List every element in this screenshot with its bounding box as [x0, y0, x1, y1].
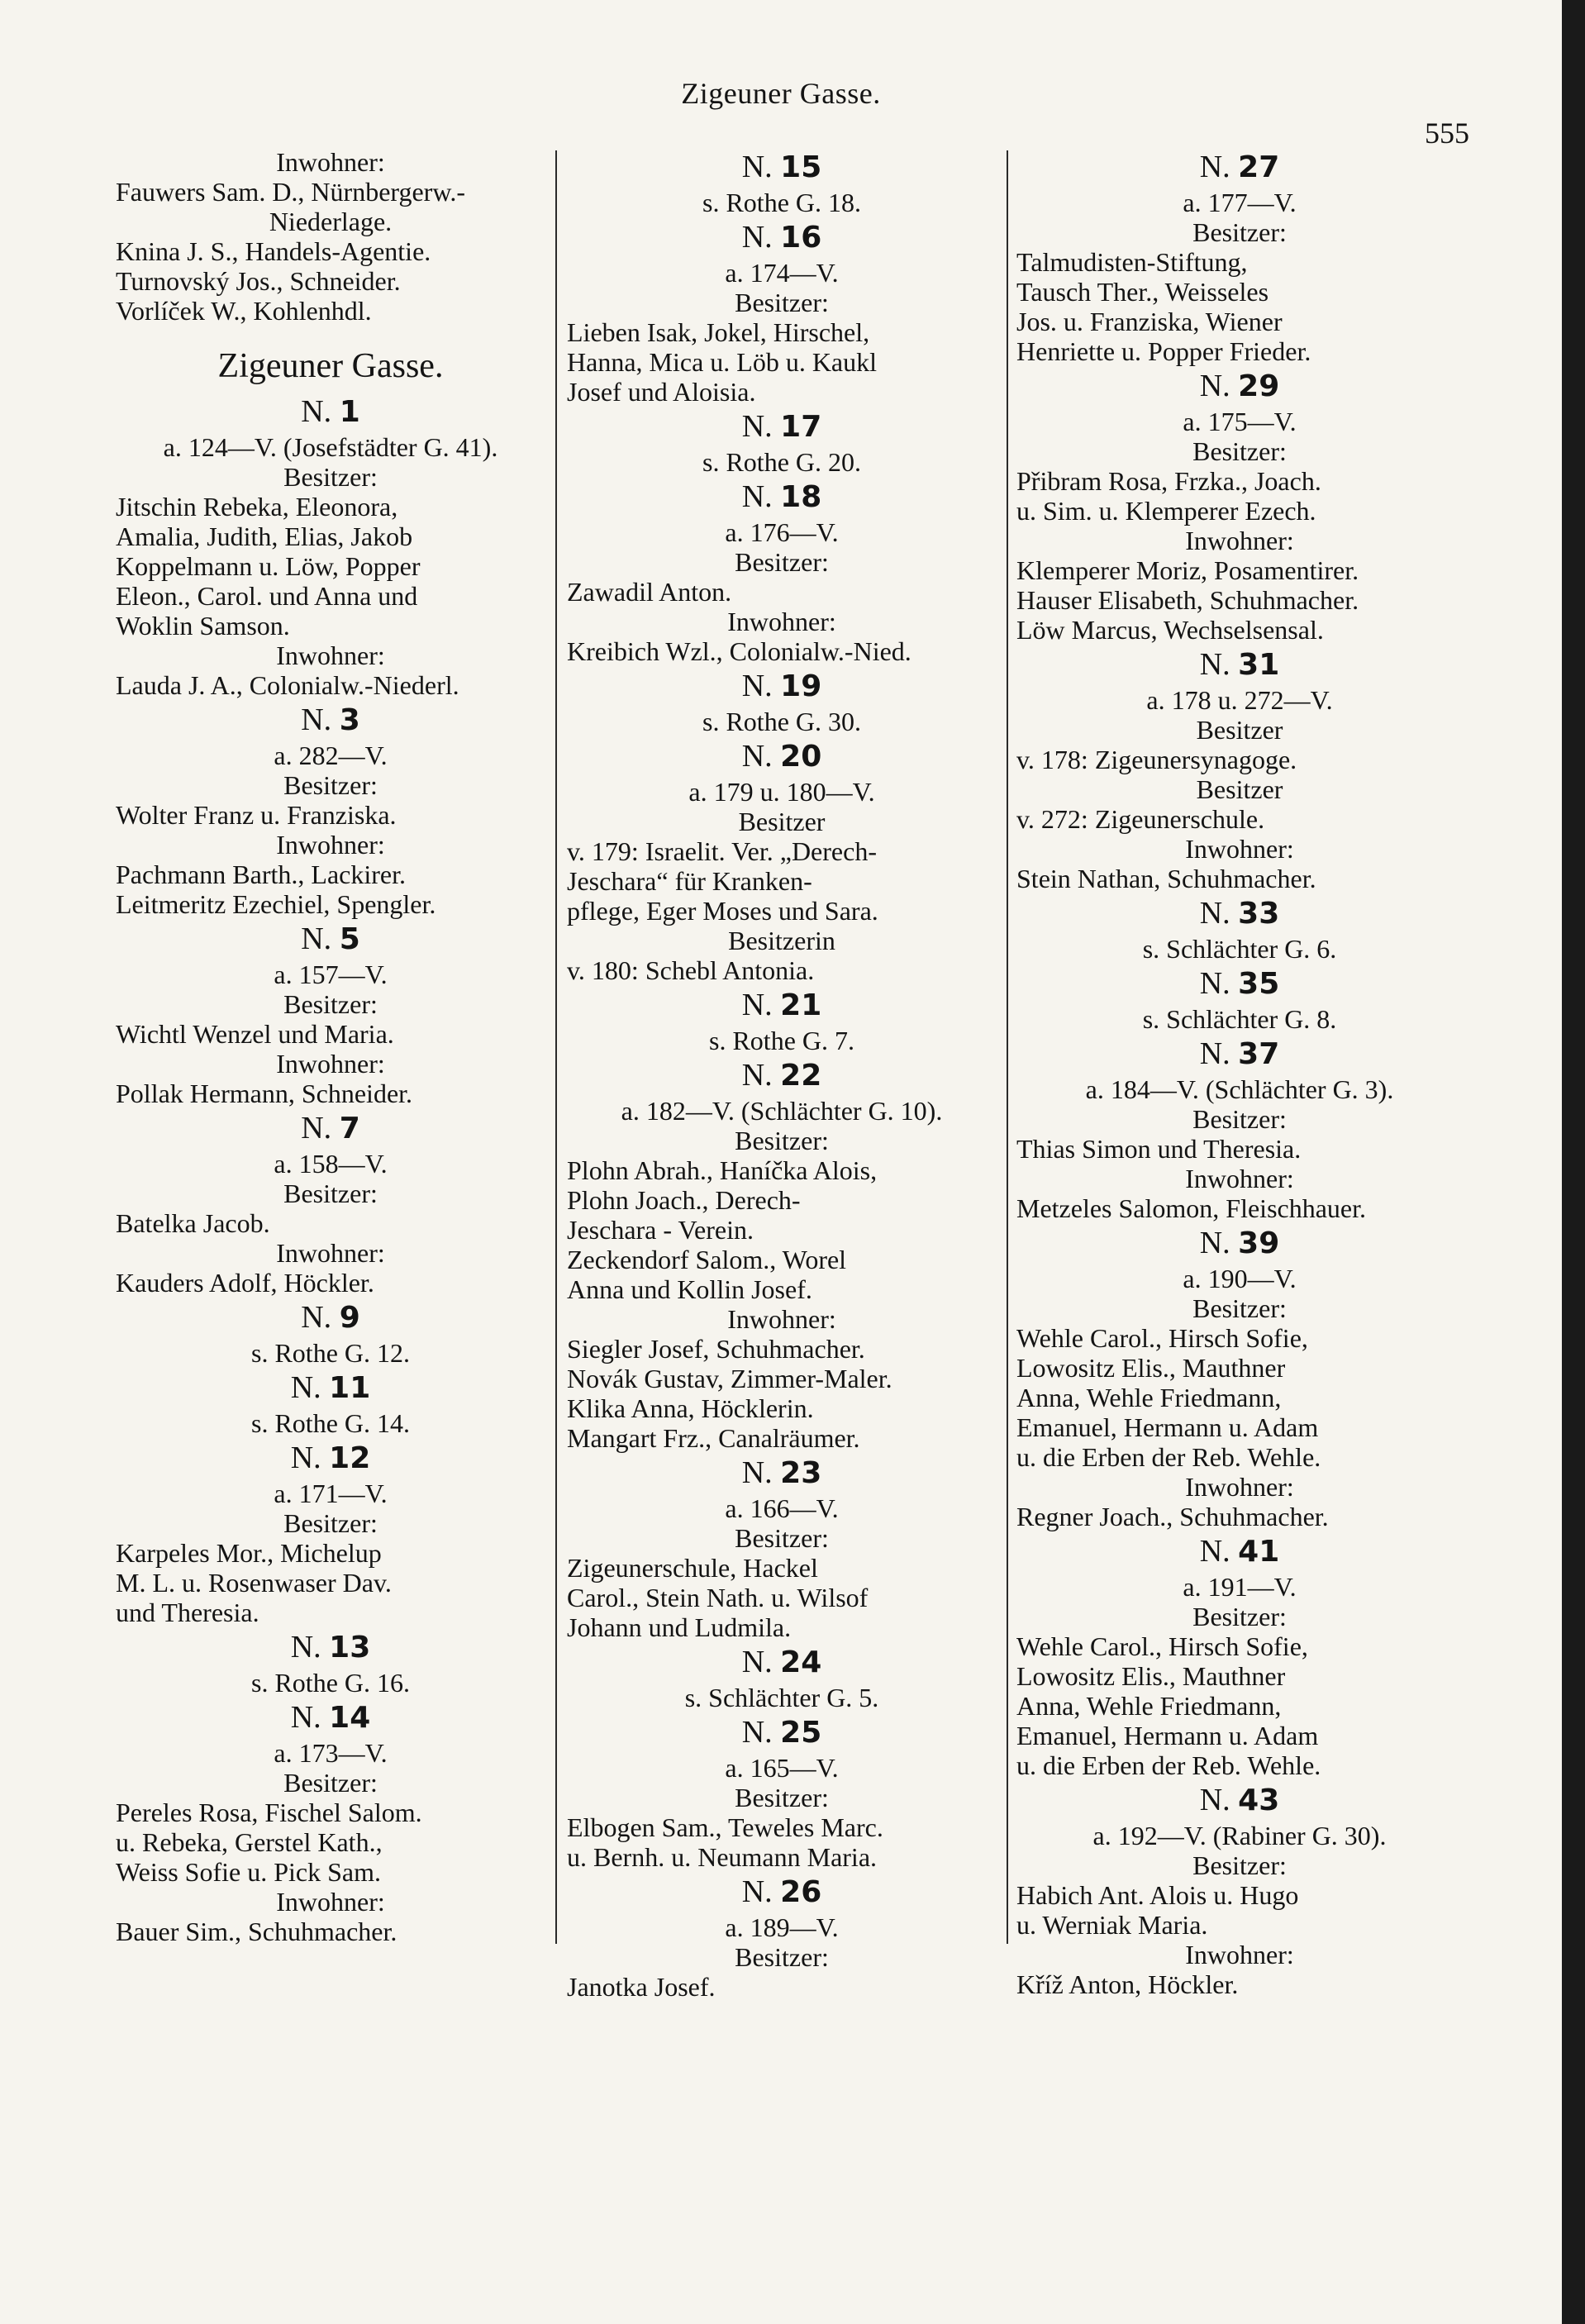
house-number: N. 20 — [741, 739, 822, 774]
entry-label: Besitzer: — [735, 1942, 829, 1972]
house-number: N. 35 — [1199, 966, 1280, 1001]
entry-text: Pachmann Barth., Lackirer. — [116, 860, 406, 889]
entry-label: Besitzer — [1196, 715, 1283, 745]
entry-label: s. Rothe G. 18. — [702, 188, 861, 217]
entry-label: Inwohner: — [276, 1049, 385, 1079]
entry-label: Besitzer: — [735, 1126, 829, 1155]
entry-label: Besitzer: — [283, 462, 378, 492]
entry-label: a. 124—V. (Josefstädter G. 41). — [163, 432, 498, 462]
entry-text: Bauer Sim., Schuhmacher. — [116, 1917, 397, 1946]
entry-text: v. 272: Zigeunerschule. — [1016, 804, 1265, 834]
column-rule-right — [1007, 150, 1008, 1944]
entry-label: a. 190—V. — [1183, 1264, 1297, 1293]
entry-label: Besitzer: — [735, 1523, 829, 1553]
entry-label: a. 177—V. — [1183, 188, 1297, 217]
entry-text: Pollak Hermann, Schneider. — [116, 1079, 413, 1108]
entry-label: s. Rothe G. 7. — [709, 1026, 854, 1055]
entry-text: Siegler Josef, Schuhmacher. — [567, 1334, 865, 1364]
entry-label: Inwohner: — [276, 1887, 385, 1917]
entry-text: Janotka Josef. — [567, 1972, 716, 2002]
entry-label: Besitzer: — [1192, 217, 1287, 247]
entry-text: Plohn Abrah., Haníčka Alois, — [567, 1155, 878, 1185]
entry-label: Inwohner: — [276, 1238, 385, 1268]
entry-label: a. 171—V. — [274, 1479, 388, 1508]
entry-text: Jeschara - Verein. — [567, 1215, 754, 1245]
entry-text: Wichtl Wenzel und Maria. — [116, 1019, 394, 1049]
entry-label: s. Rothe G. 20. — [702, 447, 861, 477]
entry-text: v. 180: Schebl Antonia. — [567, 955, 815, 985]
entry-text: Karpeles Mor., Michelup — [116, 1538, 382, 1568]
entry-label: Besitzer: — [283, 1508, 378, 1538]
column-rule-left — [555, 150, 557, 1944]
house-number: N. 26 — [741, 1874, 822, 1909]
entry-text: und Theresia. — [116, 1598, 259, 1627]
entry-label: Besitzer: — [283, 770, 378, 800]
entry-text: Lieben Isak, Jokel, Hirschel, — [567, 317, 870, 347]
entry-text: Vorlíček W., Kohlenhdl. — [116, 296, 372, 326]
entry-label: a. 157—V. — [274, 960, 388, 989]
entry-text: Josef und Aloisia. — [567, 377, 756, 407]
entry-text: v. 178: Zigeunersynagoge. — [1016, 745, 1297, 774]
entry-label: Besitzer: — [1192, 436, 1287, 466]
entry-text: u. die Erben der Reb. Wehle. — [1016, 1442, 1321, 1472]
entry-label: Inwohner: — [1185, 1940, 1294, 1969]
house-number: N. 27 — [1199, 150, 1280, 184]
entry-text: Elbogen Sam., Teweles Marc. — [567, 1812, 883, 1842]
entry-text: Johann und Ludmila. — [567, 1612, 792, 1642]
house-number: N. 29 — [1199, 369, 1280, 403]
house-number: N. 5 — [301, 922, 360, 956]
entry-label: a. 282—V. — [274, 741, 388, 770]
entry-label: Besitzer: — [283, 1768, 378, 1798]
entry-text: Lowositz Elis., Mauthner — [1016, 1353, 1286, 1383]
entry-label: a. 173—V. — [274, 1738, 388, 1768]
entry-text: Pereles Rosa, Fischel Salom. — [116, 1798, 422, 1827]
entry-text: Regner Joach., Schuhmacher. — [1016, 1502, 1329, 1531]
page-number: 555 — [1425, 117, 1469, 150]
entry-label: Besitzer: — [1192, 1293, 1287, 1323]
street-heading: Zigeuner Gasse. — [217, 347, 444, 385]
entry-text: Zawadil Anton. — [567, 577, 732, 607]
entry-label: a. 178 u. 272—V. — [1146, 685, 1333, 715]
entry-label: Besitzer: — [735, 1783, 829, 1812]
entry-label: a. 179 u. 180—V. — [688, 777, 875, 807]
entry-text: Hauser Elisabeth, Schuhmacher. — [1016, 585, 1359, 615]
entry-label: a. 175—V. — [1183, 407, 1297, 436]
entry-label: Besitzer: — [1192, 1104, 1287, 1134]
house-number: N. 37 — [1199, 1036, 1280, 1071]
entry-text: Löw Marcus, Wechselsensal. — [1016, 615, 1324, 645]
house-number: N. 15 — [741, 150, 822, 184]
entry-text: Emanuel, Hermann u. Adam — [1016, 1721, 1319, 1750]
entry-label: Inwohner: — [727, 607, 836, 636]
entry-label: Inwohner: — [1185, 526, 1294, 555]
entry-text: Novák Gustav, Zimmer-Maler. — [567, 1364, 892, 1393]
entry-text: Lauda J. A., Colonialw.-Niederl. — [116, 670, 459, 700]
entry-text: Amalia, Judith, Elias, Jakob — [116, 521, 413, 551]
entry-label: a. 166—V. — [725, 1493, 839, 1523]
entry-text: Hanna, Mica u. Löb u. Kaukl — [567, 347, 878, 377]
house-number: N. 13 — [290, 1630, 371, 1664]
entry-text: Wolter Franz u. Franziska. — [116, 800, 397, 830]
entry-text: Wehle Carol., Hirsch Sofie, — [1016, 1323, 1308, 1353]
column-2 — [567, 147, 997, 2002]
entry-label: s. Schlächter G. 5. — [684, 1683, 879, 1712]
entry-label: s. Rothe G. 14. — [251, 1408, 410, 1438]
entry-text: Knina J. S., Handels-Agentie. — [116, 236, 431, 266]
entry-label: Inwohner: — [1185, 834, 1294, 864]
entry-label: Besitzer: — [283, 1179, 378, 1208]
entry-text: Emanuel, Hermann u. Adam — [1016, 1412, 1319, 1442]
house-number: N. 7 — [301, 1111, 360, 1145]
running-head: Zigeuner Gasse. — [681, 77, 881, 110]
house-number: N. 41 — [1199, 1534, 1280, 1569]
entry-text: pflege, Eger Moses und Sara. — [567, 896, 878, 926]
house-number: N. 23 — [741, 1455, 822, 1490]
entry-text: Kauders Adolf, Höckler. — [116, 1268, 374, 1298]
entry-label: Niederlage. — [269, 207, 393, 236]
entry-text: u. Bernh. u. Neumann Maria. — [567, 1842, 878, 1872]
entry-label: a. 174—V. — [725, 258, 839, 288]
entry-label: a. 182—V. (Schlächter G. 10). — [621, 1096, 943, 1126]
entry-text: u. Sim. u. Klemperer Ezech. — [1016, 496, 1316, 526]
house-number: N. 25 — [741, 1715, 822, 1750]
entry-text: Talmudisten-Stiftung, — [1016, 247, 1248, 277]
entry-text: Plohn Joach., Derech- — [567, 1185, 801, 1215]
house-number: N. 9 — [301, 1300, 360, 1335]
entry-text: Stein Nathan, Schuhmacher. — [1016, 864, 1316, 893]
entry-label: a. 165—V. — [725, 1753, 839, 1783]
entry-text: M. L. u. Rosenwaser Dav. — [116, 1568, 392, 1598]
entry-label: Besitzer — [1196, 774, 1283, 804]
entry-label: Besitzer: — [735, 288, 829, 317]
house-number: N. 12 — [290, 1441, 371, 1475]
entry-label: Inwohner: — [276, 641, 385, 670]
entry-text: Přibram Rosa, Frzka., Joach. — [1016, 466, 1321, 496]
entry-label: a. 184—V. (Schlächter G. 3). — [1085, 1074, 1394, 1104]
entry-text: Kříž Anton, Höckler. — [1016, 1969, 1239, 1999]
house-number: N. 17 — [741, 409, 822, 444]
house-number: N. 39 — [1199, 1226, 1280, 1260]
entry-text: Wehle Carol., Hirsch Sofie, — [1016, 1631, 1308, 1661]
house-number: N. 31 — [1199, 647, 1280, 682]
entry-text: Koppelmann u. Löw, Popper — [116, 551, 421, 581]
entry-label: a. 158—V. — [274, 1149, 388, 1179]
entry-text: Thias Simon und Theresia. — [1016, 1134, 1302, 1164]
entry-label: s. Rothe G. 12. — [251, 1338, 410, 1368]
house-number: N. 18 — [741, 479, 822, 514]
house-number: N. 21 — [741, 988, 822, 1022]
house-number: N. 24 — [741, 1645, 822, 1679]
entry-text: Weiss Sofie u. Pick Sam. — [116, 1857, 381, 1887]
entry-text: Klemperer Moriz, Posamentirer. — [1016, 555, 1359, 585]
entry-text: Jos. u. Franziska, Wiener — [1016, 307, 1283, 336]
entry-label: a. 176—V. — [725, 517, 839, 547]
entry-text: Tausch Ther., Weisseles — [1016, 277, 1269, 307]
entry-label: s. Schlächter G. 8. — [1142, 1004, 1337, 1034]
entry-label: s. Rothe G. 30. — [702, 707, 861, 736]
entry-text: Lowositz Elis., Mauthner — [1016, 1661, 1286, 1691]
entry-text: Fauwers Sam. D., Nürnbergerw.- — [116, 177, 466, 207]
house-number: N. 3 — [301, 702, 360, 737]
house-number: N. 33 — [1199, 896, 1280, 931]
entry-text: Metzeles Salomon, Fleischhauer. — [1016, 1193, 1367, 1223]
house-number: N. 16 — [741, 220, 822, 255]
entry-label: Inwohner: — [727, 1304, 836, 1334]
entry-text: Anna, Wehle Friedmann, — [1016, 1383, 1282, 1412]
entry-label: Inwohner: — [276, 147, 385, 177]
entry-text: Kreibich Wzl., Colonialw.-Nied. — [567, 636, 911, 666]
entry-text: Jitschin Rebeka, Eleonora, — [116, 492, 398, 521]
house-number: N. 19 — [741, 669, 822, 703]
entry-label: a. 189—V. — [725, 1912, 839, 1942]
entry-label: s. Rothe G. 16. — [251, 1668, 410, 1698]
entry-text: Zigeunerschule, Hackel — [567, 1553, 818, 1583]
entry-label: Inwohner: — [1185, 1472, 1294, 1502]
entry-text: Henriette u. Popper Frieder. — [1016, 336, 1311, 366]
entry-label: Besitzer: — [283, 989, 378, 1019]
entry-text: Woklin Samson. — [116, 611, 290, 641]
entry-text: Anna und Kollin Josef. — [567, 1274, 812, 1304]
entry-text: Jeschara“ für Kranken- — [567, 866, 812, 896]
entry-label: Inwohner: — [276, 830, 385, 860]
entry-text: Eleon., Carol. und Anna und — [116, 581, 418, 611]
entry-text: Batelka Jacob. — [116, 1208, 270, 1238]
column-3 — [1016, 147, 1463, 1999]
house-number: N. 43 — [1199, 1783, 1280, 1817]
entry-text: u. die Erben der Reb. Wehle. — [1016, 1750, 1321, 1780]
entry-label: Inwohner: — [1185, 1164, 1294, 1193]
entry-text: u. Rebeka, Gerstel Kath., — [116, 1827, 383, 1857]
entry-text: Turnovský Jos., Schneider. — [116, 266, 401, 296]
entry-text: Mangart Frz., Canalräumer. — [567, 1423, 860, 1453]
entry-text: Habich Ant. Alois u. Hugo — [1016, 1880, 1299, 1910]
house-number: N. 22 — [741, 1058, 822, 1093]
house-number: N. 1 — [301, 394, 360, 429]
entry-text: Anna, Wehle Friedmann, — [1016, 1691, 1282, 1721]
entry-label: Besitzerin — [728, 926, 835, 955]
house-number: N. 11 — [290, 1370, 371, 1405]
entry-text: Leitmeritz Ezechiel, Spengler. — [116, 889, 436, 919]
entry-label: Besitzer: — [1192, 1602, 1287, 1631]
entry-label: a. 191—V. — [1183, 1572, 1297, 1602]
entry-text: Carol., Stein Nath. u. Wilsof — [567, 1583, 869, 1612]
house-number: N. 14 — [290, 1700, 371, 1735]
entry-label: Besitzer: — [1192, 1850, 1287, 1880]
entry-label: a. 192—V. (Rabiner G. 30). — [1092, 1821, 1387, 1850]
entry-text: v. 179: Israelit. Ver. „Derech- — [567, 836, 877, 866]
entry-text: Klika Anna, Höcklerin. — [567, 1393, 814, 1423]
entry-label: s. Schlächter G. 6. — [1142, 934, 1337, 964]
entry-label: Besitzer: — [735, 547, 829, 577]
entry-text: Zeckendorf Salom., Worel — [567, 1245, 847, 1274]
entry-text: u. Werniak Maria. — [1016, 1910, 1208, 1940]
column-1 — [116, 147, 545, 1946]
entry-label: Besitzer — [738, 807, 826, 836]
